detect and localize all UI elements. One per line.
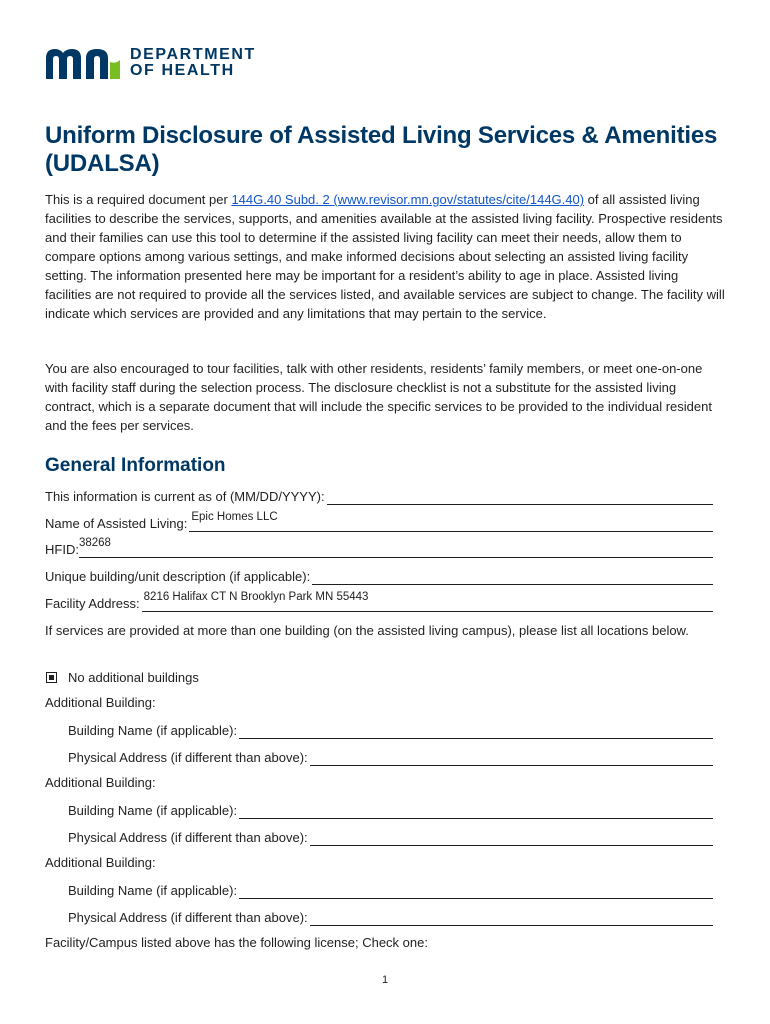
logo-line-department: DEPARTMENT — [130, 46, 256, 63]
building-name-field — [68, 717, 713, 739]
building-name-input[interactable] — [239, 878, 713, 899]
no-additional-buildings-checkbox[interactable] — [46, 670, 199, 685]
checkbox-checked-mark — [49, 675, 54, 680]
no-additional-buildings-label: No additional buildings — [68, 670, 199, 685]
license-instructions: Facility/Campus listed above has the following license; Check one: — [45, 935, 428, 950]
building-address-field — [68, 824, 713, 846]
intro-before-link: This is a required document per — [45, 192, 232, 207]
building-name-label: Building Name (if applicable): — [68, 723, 238, 738]
building-address-label: Physical Address (if different than above): — [68, 830, 308, 845]
assisted-living-name-label: Name of Assisted Living: — [45, 516, 188, 531]
building-address-field — [68, 744, 713, 766]
building-address-label: Physical Address (if different than above): — [68, 750, 308, 765]
page-title: Uniform Disclosure of Assisted Living Services & Amenities (UDALSA) — [45, 122, 718, 177]
current-as-of-label: This information is current as of (MM/DD/YYYY): — [45, 489, 325, 504]
unique-building-input[interactable] — [312, 564, 713, 585]
additional-building-heading: Additional Building: — [45, 775, 156, 790]
page-number: 1 — [381, 974, 389, 986]
building-name-input[interactable] — [239, 718, 713, 739]
assisted-living-name-field — [45, 510, 713, 532]
hfid-label: HFID: — [45, 542, 79, 557]
logo-wordmark — [130, 47, 256, 79]
additional-building-heading: Additional Building: — [45, 695, 156, 710]
mn-logo-icon — [44, 46, 122, 80]
checkbox-box[interactable] — [46, 672, 57, 683]
hfid-value: 38268 — [78, 537, 111, 549]
building-name-label: Building Name (if applicable): — [68, 883, 238, 898]
intro-paragraph — [45, 190, 725, 323]
building-name-field — [68, 877, 713, 899]
assisted-living-name-value: Epic Homes LLC — [191, 511, 278, 523]
facility-address-value: 8216 Halifax CT N Brooklyn Park MN 55443 — [143, 591, 369, 603]
building-address-input[interactable] — [310, 825, 713, 846]
mdh-logo — [44, 44, 256, 82]
hfid-input[interactable] — [79, 537, 713, 558]
unique-building-field — [45, 563, 713, 585]
additional-building-heading: Additional Building: — [45, 855, 156, 870]
section-heading-general: General Information — [45, 455, 226, 476]
building-address-label: Physical Address (if different than above): — [68, 910, 308, 925]
unique-building-label: Unique building/unit description (if applicable): — [45, 569, 311, 584]
building-name-label: Building Name (if applicable): — [68, 803, 238, 818]
multi-building-instructions: If services are provided at more than one building (on the assisted living campus), please list all locations below. — [45, 623, 689, 638]
current-as-of-input[interactable] — [327, 484, 713, 505]
current-as-of-field — [45, 483, 713, 505]
facility-address-label: Facility Address: — [45, 596, 140, 611]
building-name-input[interactable] — [239, 798, 713, 819]
facility-address-field — [45, 590, 713, 612]
intro-after-link: of all assisted living facilities to describe the services, supports, and amenities available at the assisted living facility. Prospective residents and their families can use this tool to determine if the assisted living facility can meet their needs, allow them to compare options among various settings, and make informed decisions about selecting an assisted living facility setting. The information presented here may be important for a resident’s ability to age in place. Assisted living facilities are not required to provide all the services listed, and available services are subject to change. The facility will indicate which services are provided and any limitations that may pertain to the service. — [45, 192, 725, 321]
intro-paragraph-2: You are also encouraged to tour facilities, talk with other residents, residents’ family members, or meet one-on-one with facility staff during the selection process. The disclosure checklist is not a substitute for the assisted living contract, which is a separate document that will include the specific services to be provided to the individual resident and the fees per services. — [45, 361, 712, 433]
statute-link[interactable]: 144G.40 Subd. 2 (www.revisor.mn.gov/statutes/cite/144G.40) — [231, 192, 585, 207]
facility-address-input[interactable] — [142, 591, 713, 612]
building-address-input[interactable] — [310, 905, 713, 926]
building-name-field — [68, 797, 713, 819]
hfid-field — [45, 536, 713, 558]
building-address-field — [68, 904, 713, 926]
building-address-input[interactable] — [310, 745, 713, 766]
logo-line-health: OF HEALTH — [130, 62, 235, 79]
assisted-living-name-input[interactable] — [189, 511, 713, 532]
